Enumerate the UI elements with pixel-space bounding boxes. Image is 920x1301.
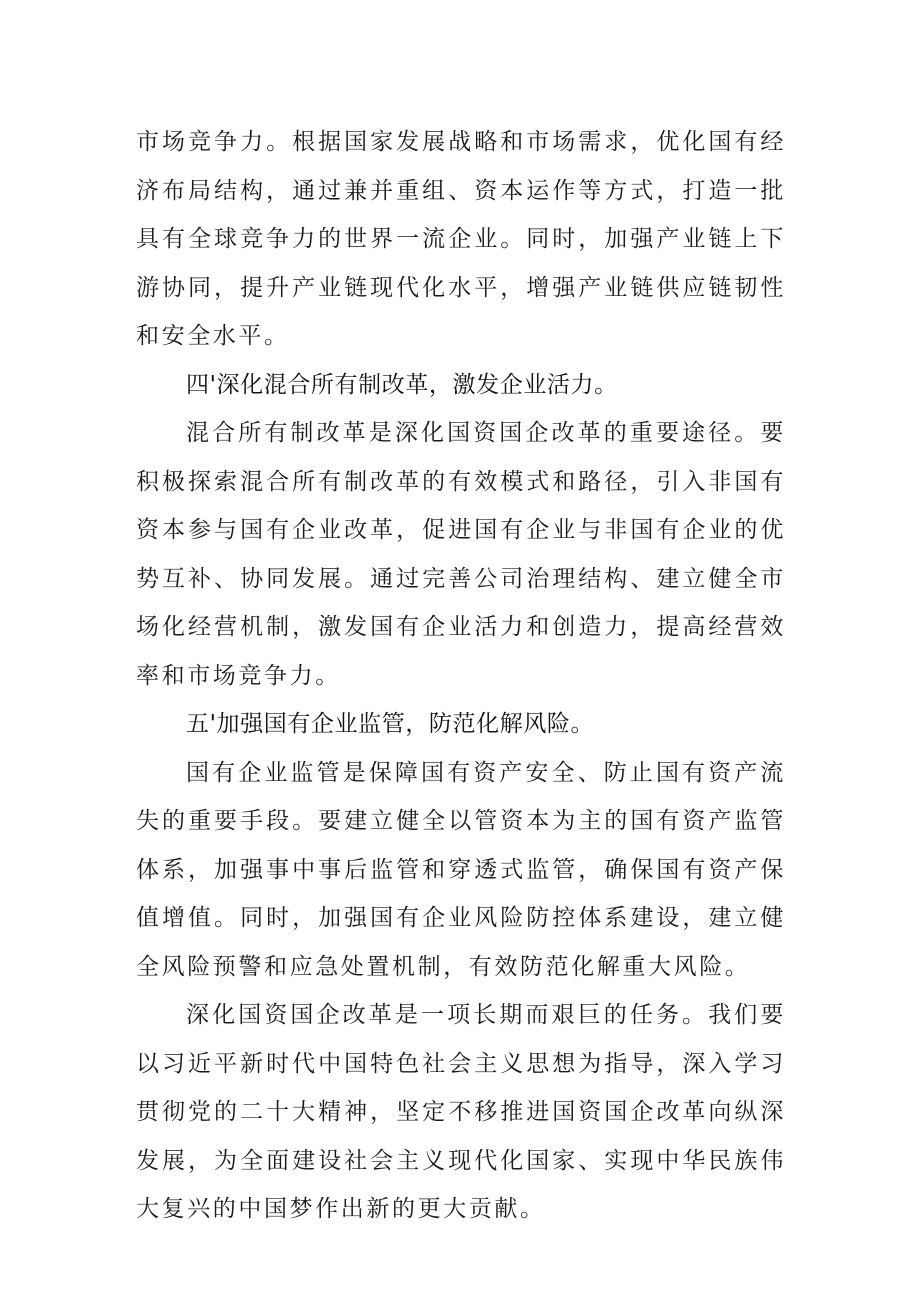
document-body: [136, 118, 786, 1234]
paragraph-mixed-ownership: 混合所有制改革是深化国资国企改革的重要途径。要积极探索混合所有制改革的有效模式和路径，引入非国有资本参与国有企业改革，促进国有企业与非国有企业的优势互补、协同发展。通过完善公司治理结构、建立健全市场化经营机制，激发国有企业活力和创造力，提高经营效率和市场竞争力。: [136, 420, 786, 689]
section-heading-5: 五'加强国有企业监管，防范化解风险。: [186, 711, 595, 737]
section-heading-4: 四'深化混合所有制改革，激发企业活力。: [186, 371, 618, 398]
paragraph-supervision: 国有企业监管是保障国有资产安全、防止国有资产流失的重要手段。要建立健全以管资本为主的国有资产监管体系，加强事中事后监管和穿透式监管，确保国有资产保值增值。同时，加强国有企业风险防控体系建设，建立健全风险预警和应急处置机制，有效防范化解重大风险。: [136, 759, 786, 980]
paragraph-intro-continuation: 市场竞争力。根据国家发展战略和市场需求，优化国有经济布局结构，通过兼并重组、资本运作等方式，打造一批具有全球竞争力的世界一流企业。同时，加强产业链上下游协同，提升产业链现代化水平，增强产业链供应链韧性和安全水平。: [136, 129, 786, 349]
paragraph-conclusion: 深化国资国企改革是一项长期而艰巨的任务。我们要以习近平新时代中国特色社会主义思想为指导，深入学习贯彻党的二十大精神，坚定不移推进国资国企改革向纵深发展，为全面建设社会主义现代化国家、实现中华民族伟大复兴的中国梦作出新的更大贡献。: [136, 1002, 786, 1222]
